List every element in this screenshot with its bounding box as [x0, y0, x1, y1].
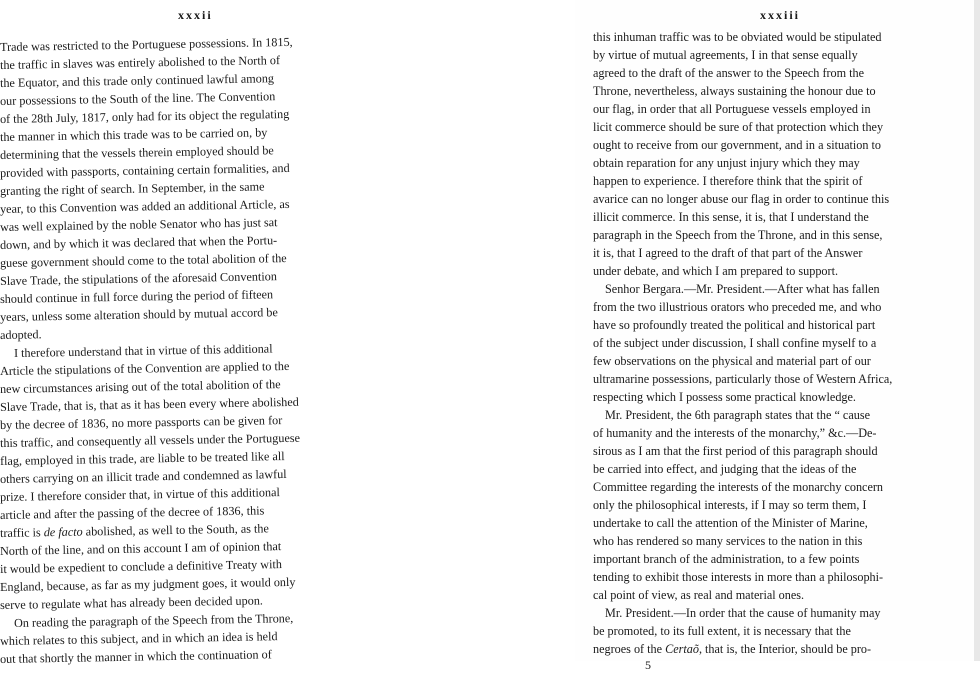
text-line: of the subject under discussion, I shall confine myself to a	[593, 336, 877, 350]
text-line: important branch of the administration, to a few points	[593, 552, 860, 566]
text-line: which relates to this subject, and in which an idea is held	[0, 629, 278, 648]
text-line: Mr. President, the 6th paragraph states that the “ cause	[605, 408, 870, 422]
text-line: Article the stipulations of the Convention are applied to the	[0, 358, 290, 378]
text-line-italic	[593, 640, 871, 658]
text-line: be carried into effect, and judging that the ideas of the	[593, 462, 857, 476]
text-line: paragraph in the Speech from the Throne, and in this sense,	[593, 228, 883, 242]
text-run: negroes of the	[593, 642, 663, 656]
italic-phrase: Certaõ	[665, 642, 699, 656]
right-page-number: xxxiii	[760, 8, 801, 22]
text-line: tending to exhibit those interests in more than a philosophi-	[593, 570, 884, 584]
text-line: Throne, nevertheless, always sustaining the honour due to	[593, 84, 876, 98]
text-line: article and after the passing of the decree of 1836, this	[0, 503, 265, 522]
text-line: of the 28th July, 1817, only had for its object the regulating	[0, 106, 290, 126]
text-line: Senhor Bergara.—Mr. President.—After what has fallen	[605, 282, 880, 296]
text-line: by virtue of mutual agreements, I in that sense equally	[593, 48, 858, 62]
text-line: out that shortly the manner in which the continuation of	[0, 647, 272, 666]
left-page-number: xxxii	[178, 8, 213, 22]
text-line: this inhuman traffic was to be obviated would be stipulated	[593, 30, 882, 44]
text-line: Slave Trade, that is, that as it has been every where abolished	[0, 394, 299, 414]
text-line: undertake to call the attention of the Minister of Marine,	[593, 516, 868, 530]
text-line: Committee regarding the interests of the monarchy concern	[593, 480, 884, 494]
text-line: serve to regulate what has already been decided upon.	[0, 593, 264, 612]
page-gutter	[425, 0, 575, 661]
text-line: it would be expedient to conclude a definitive Treaty with	[0, 557, 283, 576]
text-line: of humanity and the interests of the monarchy,” &c.—De-	[593, 426, 877, 440]
text-line: new circumstances arising out of the total abolition of the	[0, 377, 281, 396]
text-line: obtain reparation for any unjust injury which they may	[593, 156, 860, 170]
text-line: Slave Trade, the stipulations of the aforesaid Convention	[0, 269, 277, 288]
text-line: from the two illustrious orators who preceded me, and who	[593, 300, 882, 314]
text-line: happen to experience. I therefore think that the spirit of	[593, 174, 863, 188]
text-line: licit commerce should be sure of that protection which they	[593, 120, 884, 134]
text-line: our flag, in order that all Portuguese vessels employed in	[593, 102, 871, 116]
text-line: avarice can no longer abuse our flag in order to continue this	[593, 192, 890, 206]
text-line: determining that the vessels therein employed should be	[0, 143, 274, 162]
text-line: England, because, as far as my judgment goes, it would only	[0, 574, 296, 594]
text-line: flag, employed in this trade, are liable to be treated like all	[0, 449, 285, 468]
text-line: provided with passports, containing certain formalities, and	[0, 160, 290, 180]
signature-mark: 5	[645, 658, 651, 672]
text-line: have so profoundly treated the political and historical part	[593, 318, 876, 332]
text-line: I therefore understand that in virtue of this additional	[13, 341, 273, 360]
text-line: be promoted, to its full extent, it is necessary that the	[593, 624, 851, 638]
text-line: adopted.	[0, 327, 42, 342]
italic-phrase: de facto	[43, 524, 83, 540]
text-line: sirous as I am that the first period of this paragraph should	[593, 444, 878, 458]
text-run: abolished, as well to the South, as the	[82, 521, 269, 539]
text-line: was well explained by the noble Senator who has just sat	[0, 215, 278, 234]
text-line: by the decree of 1836, no more passports can be given for	[0, 413, 283, 432]
text-run: , that is, the Interior, should be pro-	[698, 642, 872, 656]
text-line: few observations on the physical and material part of our	[593, 354, 871, 368]
text-line: On reading the paragraph of the Speech from the Throne,	[13, 611, 294, 630]
text-line: under debate, and which I am prepared to support.	[593, 264, 839, 278]
text-line: illicit commerce. In this sense, it is, that I understand the	[593, 210, 869, 224]
text-line: others carrying on an illicit trade and condemned as lawful	[0, 466, 287, 486]
text-line: Trade was restricted to the Portuguese possessions. In 1815,	[0, 34, 293, 54]
text-line: ought to receive from our government, and in a situation to	[593, 138, 882, 152]
text-line: this traffic, and consequently all vessels under the Portuguese	[0, 430, 301, 450]
text-line: Mr. President.—In order that the cause of humanity may	[605, 606, 881, 620]
text-line: the traffic in slaves was entirely abolished to the North of	[0, 53, 281, 72]
text-line: respecting which I possess some practical knowledge.	[593, 390, 856, 404]
text-line: our possessions to the South of the line. The Convention	[0, 89, 276, 108]
text-run: traffic is	[0, 525, 41, 540]
text-line: the manner in which this trade was to be carried on, by	[0, 125, 268, 144]
text-line: agreed to the draft of the answer to the Speech from the	[593, 66, 865, 80]
text-line: ultramarine possessions, particularly those of Western Africa,	[593, 372, 893, 386]
text-line: granting the right of search. In September, in the same	[0, 179, 265, 198]
text-line: who has rendered so many services to the nation in this	[593, 534, 863, 548]
left-page	[0, 0, 425, 666]
text-line: years, unless some alteration should by mutual accord be	[0, 305, 278, 324]
text-line: guese government should come to the total abolition of the	[0, 250, 287, 270]
text-line: North of the line, and on this account I am of opinion that	[0, 539, 282, 558]
text-line: only the philosophical interests, if I may so term them, I	[593, 498, 867, 512]
text-line: year, to this Convention was added an additional Article, as	[0, 196, 290, 216]
text-line: the Equator, and this trade only continued lawful among	[0, 71, 275, 90]
text-line: cal point of view, as real and material ones.	[593, 588, 805, 602]
text-line: should continue in full force during the period of fifteen	[0, 287, 274, 306]
text-line: it is, that I agreed to the draft of that part of the Answer	[593, 246, 863, 260]
page-edge-shadow	[974, 0, 980, 661]
text-line: prize. I therefore consider that, in virtue of this additional	[0, 485, 280, 504]
right-page	[575, 0, 980, 672]
text-line: down, and by which it was declared that when the Portu-	[0, 233, 278, 252]
